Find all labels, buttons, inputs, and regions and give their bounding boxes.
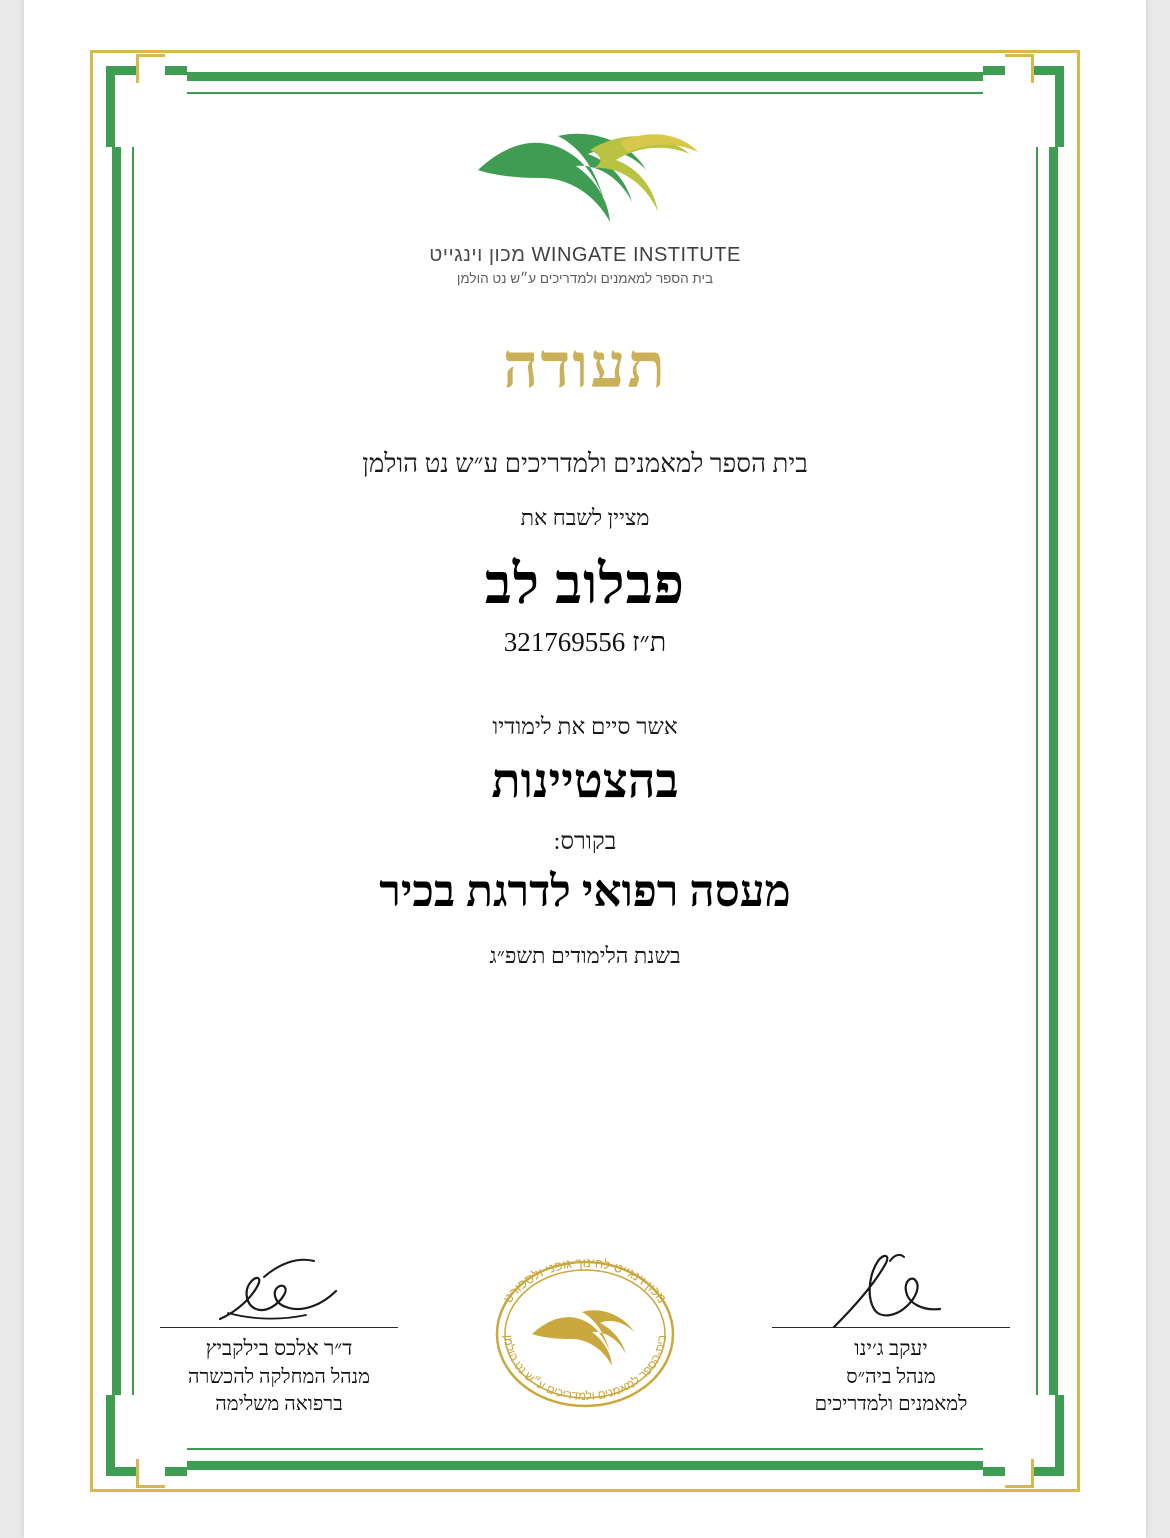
official-seal xyxy=(460,1242,710,1418)
id-number: 321769556 xyxy=(503,627,626,657)
id-label: ת״ז xyxy=(631,627,667,657)
border-notch-bottom-left xyxy=(136,1459,165,1488)
signatory-role-line-2: ברפואה משלימה xyxy=(215,1393,343,1415)
issuer-line: בית הספר למאמנים ולמדריכים ע״ש נט הולמן xyxy=(362,449,808,478)
signatory-role-line-1: מנהל ביה״ס xyxy=(846,1366,936,1388)
signature-block-department-head xyxy=(154,1245,404,1418)
signatory-name: ד״ר אלכס בילקביץ xyxy=(205,1336,353,1360)
logo-name-he: מכון וינגייט xyxy=(429,244,526,266)
signatory-name: יעקב ג׳ינו xyxy=(854,1336,928,1360)
official-seal-stamp-icon xyxy=(460,1242,710,1412)
certificate-title: תעודה xyxy=(502,333,668,401)
academic-year-line: בשנת הלימודים תשפ״ג xyxy=(489,943,681,968)
recipient-name: פבלוב לב xyxy=(484,554,686,616)
wingate-w-logo-icon xyxy=(154,118,1016,238)
certificate-content xyxy=(154,104,1016,1442)
signature-block-principal xyxy=(766,1245,1016,1418)
praise-line: מציין לשבח את xyxy=(520,505,650,530)
certificate-page xyxy=(24,0,1146,1538)
course-name: מעסה רפואי לדרגת בכיר xyxy=(379,867,791,916)
logo-name-en: WINGATE INSTITUTE xyxy=(531,244,741,266)
signatures-row xyxy=(154,1242,1016,1418)
course-label: בקורס: xyxy=(553,829,617,855)
border-notch-top-right xyxy=(1005,54,1034,83)
signatory-role-line-2: למאמנים ולמדריכים xyxy=(814,1393,968,1415)
border-notch-top-left xyxy=(136,54,165,83)
signatory-role xyxy=(154,1364,404,1418)
recipient-id xyxy=(154,627,1016,658)
logo-wordmark xyxy=(154,244,1016,267)
organization-logo xyxy=(154,118,1016,286)
handwritten-signature-icon xyxy=(766,1245,1016,1327)
grade-text: בהצטיינות xyxy=(491,755,679,808)
handwritten-signature-icon xyxy=(154,1245,404,1327)
svg-text:בית-הספר למאמנים ולמדריכים ע״ש: בית-הספר למאמנים ולמדריכים ע״ש נט הולמן xyxy=(500,1334,670,1404)
svg-text:מכון וינגייט לחינוך גופני ולספ: מכון וינגייט לחינוך גופני ולספורט xyxy=(500,1254,670,1306)
border-notch-bottom-right xyxy=(1005,1459,1034,1488)
signatory-role xyxy=(766,1364,1016,1418)
logo-subtitle: בית הספר למאמנים ולמדריכים ע״ש נט הולמן xyxy=(456,271,714,286)
signatory-role-line-1: מנהל המחלקה להכשרה xyxy=(187,1366,371,1388)
completion-line: אשר סיים את לימודיו xyxy=(492,714,678,739)
